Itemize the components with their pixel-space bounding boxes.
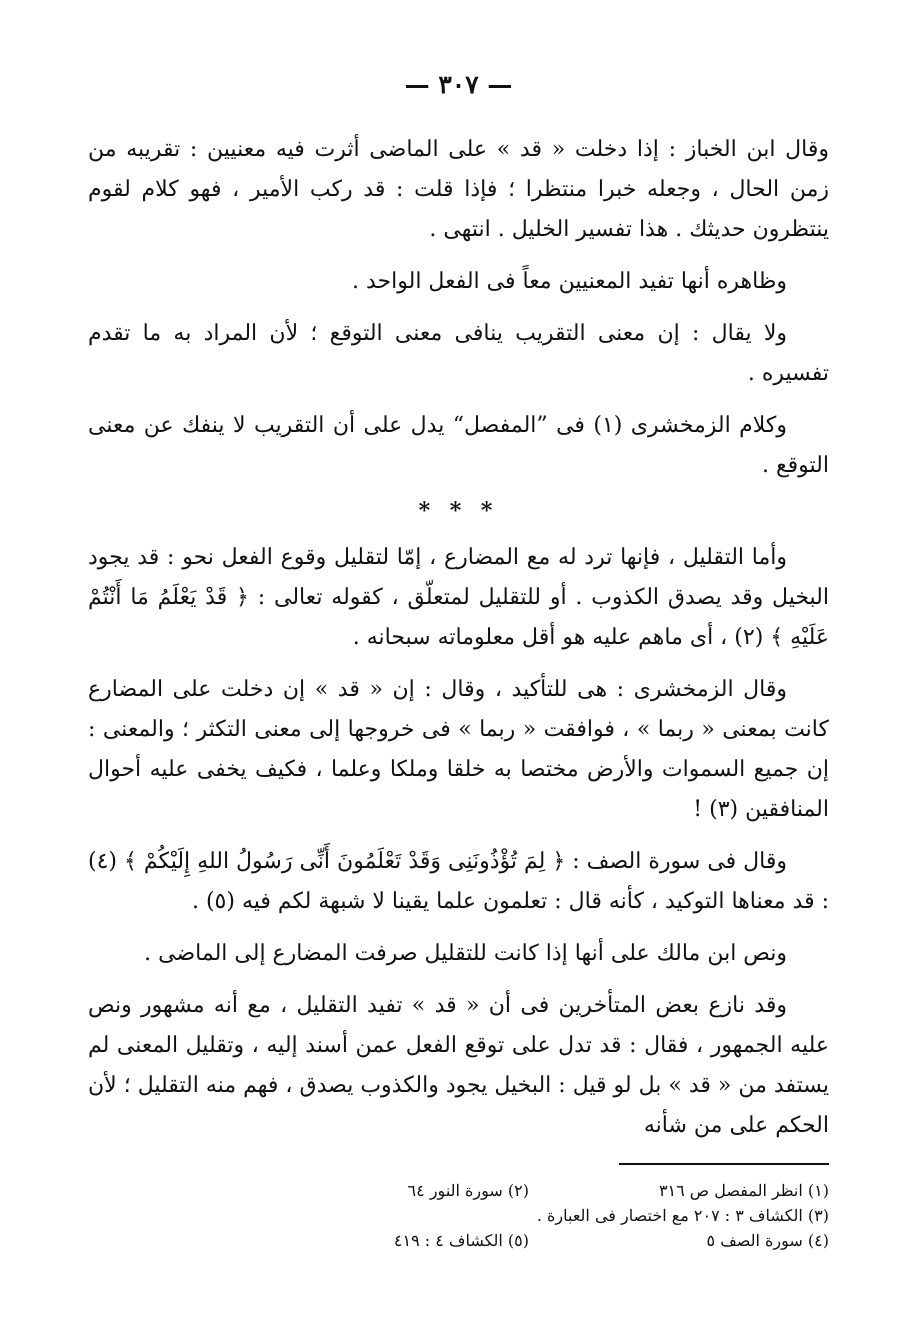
paragraph-surat-alsaff: وقال فى سورة الصف : ﴿ لِمَ تُؤْذُونَنِى وَقَدْ تَعْلَمُونَ أَنِّى رَسُولُ اللهِ إِلَيْكُمْ ﴾ (٤) : قد معناها التوكيد ، كأنه قال : تعلمون علما يقينا لا شبهة لكم فيه (٥) . [88,849,829,914]
footnote-1: (١) انظر المفصل ص ٣١٦ [658,1181,829,1200]
footnote-5: (٥) الكشاف ٤ : ٤١٩ [393,1231,529,1250]
paragraph-zamakhshari-mufassal: وكلام الزمخشرى (١) فى ”المفصل“ يدل على أن التقريب لا ينفك عن معنى التوقع . [88,413,829,478]
paragraph-ibn-malik: ونص ابن مالك على أنها إذا كانت للتقليل صرفت المضارع إلى الماضى . [144,941,787,966]
paragraph-ibn-alkhabbaz: وقال ابن الخباز : إذا دخلت « قد » على الماضى أثرت فيه معنيين : تقريبه من زمن الحال ، وجعله خبرا منتظرا ؛ فإذا قلت : قد ركب الأمير ، فهو كلام لقوم ينتظرون حديثك . هذا تفسير الخليل . انتهى . [88,137,829,242]
footnote-row [229,1178,829,1203]
paragraph-zamakhshari-takid: وقال الزمخشرى : هى للتأكيد ، وقال : إن « قد » إن دخلت على المضارع كانت بمعنى « ربما » ، فوافقت « ربما » فى خروجها إلى معنى التكثر ؛ والمعنى : إن جميع السموات والأرض مختصا به خلقا وملكا وعلما ، فكيف يخفى عليه أحوال المنافقين (٣) ! [88,677,829,822]
footnote-4: (٤) سورة الصف ٥ [706,1231,829,1250]
footnote-3: (٣) الكشاف ٣ : ٢٠٧ مع اختصار فى العبارة . [536,1206,829,1225]
paragraph-dispute: وقد نازع بعض المتأخرين فى أن « قد » تفيد التقليل ، مع أنه مشهور ونص عليه الجمهور ، فقال : قد تدل على توقع الفعل عمن أسند إليه ، وتقليل المعنى لم يستفد من « قد » بل لو قيل : البخيل يجود والكذوب يصدق ، فهم منه التقليل ؛ لأن الحكم على من شأنه [88,993,829,1138]
page-number: — ٣٠٧ — [404,70,513,99]
section-divider: * * * [418,498,499,524]
paragraph-no-contradiction: ولا يقال : إن معنى التقريب ينافى معنى التوقع ؛ لأن المراد به ما تقدم تفسيره . [88,321,829,386]
footnote-row [229,1203,829,1228]
footnotes [229,1178,829,1253]
footnote-2: (٢) سورة النور ٦٤ [407,1181,529,1200]
paragraph-both-meanings: وظاهره أنها تفيد المعنيين معاً فى الفعل الواحد . [352,269,787,294]
paragraph-taqlil: وأما التقليل ، فإنها ترد له مع المضارع ، إمّا لتقليل وقوع الفعل نحو : قد يجود البخيل وقد يصدق الكذوب . أو للتقليل لمتعلّق ، كقوله تعالى : ﴿ قَدْ يَعْلَمُ مَا أَنْتُمْ عَلَيْهِ ﴾ (٢) ، أى ماهم عليه هو أقل معلوماته سبحانه . [88,545,829,650]
footnote-row [229,1228,829,1253]
footnote-divider [619,1163,829,1165]
